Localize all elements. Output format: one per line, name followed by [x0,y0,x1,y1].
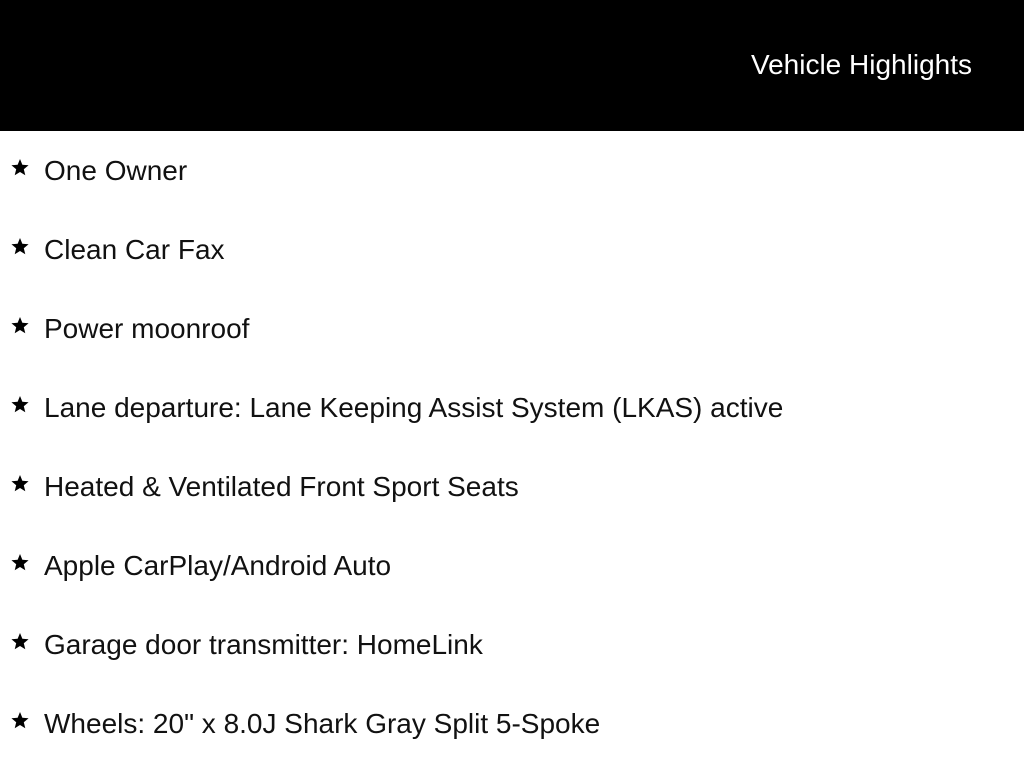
list-item-label: Heated & Ventilated Front Sport Seats [44,471,519,502]
list-item-label: Apple CarPlay/Android Auto [44,550,392,581]
header-bar [0,0,1024,131]
star-icon [10,552,30,572]
page-title: Vehicle Highlights [750,49,972,80]
star-icon [10,394,30,414]
star-icon [10,473,30,493]
list-item [0,388,1000,428]
list-item [0,309,1000,349]
list-item [0,467,1000,507]
list-item-label: One Owner [44,155,188,186]
list-item-label: Power moonroof [44,313,250,344]
star-icon [10,157,30,177]
star-icon [10,315,30,335]
list-item [0,625,1000,665]
star-icon [10,710,30,730]
list-item [0,704,1000,744]
list-item-label: Garage door transmitter: HomeLink [44,629,483,660]
list-item-label: Lane departure: Lane Keeping Assist System (LKAS) active [44,392,784,423]
list-item [0,546,1000,586]
star-icon [10,631,30,651]
star-icon [10,236,30,256]
list-item-label: Clean Car Fax [44,234,225,265]
list-item [0,230,1000,270]
list-item [0,151,1000,191]
list-item-label: Wheels: 20" x 8.0J Shark Gray Split 5-Spoke [44,708,601,739]
